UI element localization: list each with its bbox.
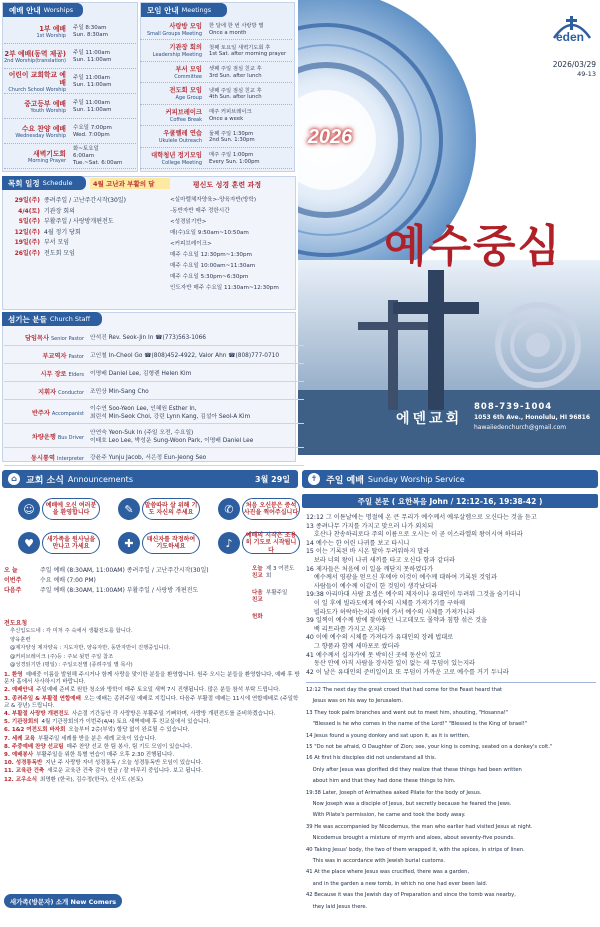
announcement-text: 최명환 (한국), 김수정(한국), 신사도 (본토) xyxy=(40,776,144,783)
verse-korean: 19:38 아리마대 사람 요셉은 예수의 제자이나 유대인이 두려워 그것을 숨기더니 xyxy=(306,591,521,599)
staff-role-en: Conductor xyxy=(58,390,84,396)
worship-name-ko: 어린이 교회학교 예배 xyxy=(8,70,66,87)
schedule-row xyxy=(14,238,144,248)
fellowship-row xyxy=(252,590,298,604)
staff-role-en: Elders xyxy=(68,372,84,378)
staff-role xyxy=(4,408,90,417)
worship-time: 수요일 7:00pm Wed. 7:00pm xyxy=(73,124,112,138)
verse-korean: 사람들이 예수께 이같이 한 것임이 생각났더라 xyxy=(306,582,438,590)
announcement-text: 4월 기관장회의가 이번주(4/4) 토요 새벽예배 후 친교실에서 있습니다. xyxy=(41,719,211,726)
announcement-heading: 부활절 사랑방 개편전도 xyxy=(11,711,69,718)
staff-role-en: Senior Pastor xyxy=(50,336,84,342)
announcement-item xyxy=(4,711,300,718)
meeting-name-ko: 커피브레이크 xyxy=(165,108,202,116)
worship-name xyxy=(4,125,70,139)
duty-text: 수요 예배 (7:00 PM) xyxy=(40,577,96,584)
schedule-date: 5일(주) xyxy=(18,218,40,225)
verse-korean: 40 이에 예수의 시체를 가져다가 유대인의 장례 법대로 xyxy=(306,634,454,642)
announcement-heading: 주중예배 찬양 선교팀 xyxy=(11,743,64,750)
worship-row xyxy=(4,70,136,94)
announcement-tile-icon: ♪ xyxy=(218,532,240,554)
announcement-text: 예배중 이름을 발원해 주시거나 함께 사랑을 맞이한 분들을 환영합니다. 원주 오시는 분들을 환영합니다, 예배 후 방문자 흡에서 사사하시기 바랍니다. xyxy=(4,672,300,686)
announcement-number: 6. xyxy=(4,727,10,734)
request-line: @커피브레이크 (주)등 : 주보 뒷면 주일 참조 xyxy=(10,653,114,660)
church-logo: eden xyxy=(548,8,596,48)
passage-bar: 주일 본문 ( 요한복음 John / 12:12-16, 19:38-42 ) xyxy=(302,494,598,508)
request-line: 양육훈련 xyxy=(10,636,31,643)
church-name: 에덴교회 xyxy=(396,411,463,427)
announcement-tile: 태신자를 작정하여 기도하세요 xyxy=(142,532,200,554)
meeting-name xyxy=(140,23,206,37)
verse-korean: 16 제자들은 처음에 이 일을 깨닫지 못하였다가 xyxy=(306,565,434,573)
verse-korean: 42 이 날은 유대인의 준비일이요 또 무덤이 가까운 고로 예수를 거기 두니라 xyxy=(306,668,509,676)
announcement-text: 오는 예배는 종려주일 예배로 지킵니다. 다음주 부활절 예배는 11시에 연합예배로 (주일학교 & 장년) 드립니다. xyxy=(4,695,299,709)
requests-title: 전도요청 xyxy=(4,620,28,627)
church-icon: ⌂ xyxy=(8,473,20,485)
meeting-row xyxy=(140,85,292,105)
staff-names: 안석진 Rev. Seok-Jin In ☎(773)563-1066 xyxy=(90,334,206,341)
meeting-name-en: Small Groups Meeting xyxy=(146,30,202,37)
verse-english: Jesus was on his way to Jerusalem. xyxy=(306,698,403,705)
schedule-date: 19일(주) xyxy=(14,239,40,246)
announcement-heading: 예배봉사 xyxy=(11,752,34,759)
verse-english: 42 Because it was the Jewish day of Preparation and since the tomb was nearby, xyxy=(306,892,516,899)
verse-korean: 그 향품과 함께 세마포로 쌌더라 xyxy=(306,643,400,650)
meeting-row xyxy=(140,63,292,83)
meeting-row xyxy=(140,42,292,62)
lay-training-line: 매(수)요일 9:50am~10:50am xyxy=(170,230,249,236)
meeting-name-ko: 전도회 모임 xyxy=(169,87,202,94)
announcement-tile-icon: ☺ xyxy=(18,498,40,520)
announcement-tile: 예배에 오신 여러분을 환영합니다 xyxy=(42,498,100,520)
meeting-name xyxy=(140,109,206,123)
meeting-row xyxy=(140,128,292,148)
verse-korean: 12:12 그 이튿날에는 명절에 온 큰 무리가 예수께서 예루살렘으로 오신다는 것을 듣고 xyxy=(306,514,537,521)
worship-name xyxy=(4,25,70,39)
duty-label: 다음주 xyxy=(4,587,22,594)
announcement-item xyxy=(4,696,300,710)
announcement-number: 3. xyxy=(4,695,10,702)
church-address: 1053 6th Ave., Honolulu, HI 96816 xyxy=(474,414,591,421)
announcement-item xyxy=(4,736,300,743)
announcement-heading: 세례 교육 xyxy=(11,735,36,742)
worship-row xyxy=(4,20,136,44)
announcement-text: 사순절 기간동안 각 사랑방은 부활주일 기뻐하며, 사랑방 개편전도를 준비하겠습니다. xyxy=(71,711,276,718)
staff-names: 고인철 In-Cheol Go ☎(808)452-4922, Valor Ahn ☎(808)777-0710 xyxy=(90,352,280,359)
staff-row xyxy=(4,402,304,424)
announcement-item xyxy=(4,777,300,784)
verse-english: 14 Jesus found a young donkey and sat upon it, as it is written, xyxy=(306,732,470,739)
lay-training-line: 매주 수요일 5:30pm~6:30pm xyxy=(170,274,249,280)
worship-header: 예배 안내 Worships xyxy=(3,3,83,17)
meeting-time: 첫째 토요일 새벽기도회 후 1st Sat. after morning prayer xyxy=(209,44,287,57)
announcement-number: 8. xyxy=(4,743,10,750)
meeting-name-ko: 사랑방 모임 xyxy=(169,22,202,30)
worship-time: 주일 11:00am Sun. 11:00am xyxy=(73,49,112,63)
staff-names: 이명배 Daniel Lee, 김형렌 Helen Kim xyxy=(90,370,192,377)
meeting-name xyxy=(140,44,206,58)
announcement-tile-icon: ✆ xyxy=(218,498,240,520)
verse-english: 16 At first his disciples did not understand all this. xyxy=(306,755,437,762)
worship-name xyxy=(4,71,70,93)
staff-row xyxy=(4,450,304,466)
schedule-event: 전도회 모임 xyxy=(44,249,75,257)
meeting-name xyxy=(140,87,206,101)
verse-korean: 14 예수는 한 어린 나귀를 보고 타시니 xyxy=(306,539,410,547)
verse-korean: 예수께서 영광을 얻으신 후에야 이것이 예수께 대하여 기록된 것임과 xyxy=(306,574,497,582)
verse-korean: 39 일찍이 예수께 밤에 찾아왔던 니고데모도 몰약과 침향 섞은 것을 xyxy=(306,617,487,625)
worship-name-en: Youth Worship xyxy=(30,107,66,114)
verse-korean: 13 종려나무 가지를 가지고 맞으러 나가 외치되 xyxy=(306,522,434,530)
meeting-name-ko: 기관장 회의 xyxy=(169,44,202,51)
cross-icon: ✝ xyxy=(308,473,320,485)
schedule-row xyxy=(14,249,144,259)
verse-korean: 호산나 찬송하리로다 주의 이름으로 오시는 이 곧 이스라엘의 왕이시여 하더라 xyxy=(306,531,523,539)
staff-role-en: Bus Driver xyxy=(57,435,84,441)
announcement-text: 부활주일 세례를 받을 분은 세례 교육이 있습니다. xyxy=(38,735,157,742)
announcement-item xyxy=(4,752,300,759)
meeting-name-en: Coffee Break xyxy=(169,116,202,123)
staff-role-ko: 동시통역 xyxy=(31,455,55,462)
duty-row xyxy=(4,576,250,585)
meeting-name-en: College Meeting xyxy=(161,159,202,166)
schedule-row xyxy=(14,217,144,227)
staff-names: 안연숙 Yeon-Suk In (주일 오전, 수요일) 이태호 Leo Lee, 박성운 Sung-Woon Park, 이명배 Daniel Lee xyxy=(90,429,254,444)
duty-label: 이번주 xyxy=(4,577,22,584)
announcement-text: 주일예배 준비로 원한 청소와 방학이 매주 토요일 새벽 7시 진행됩니다. 많은 분들 참석 부탁 드립니다. xyxy=(36,687,281,694)
staff-role-en: Accompanist xyxy=(51,411,84,417)
staff-role xyxy=(4,387,90,396)
request-line: @제자양성 제자양육 : 지도자반, 양육자반, 동반자반이 진행중입니다. xyxy=(10,645,171,652)
fellowship-text: 부활주일 xyxy=(266,590,288,596)
meeting-name-en: Ukulele Outreach xyxy=(158,138,202,144)
lay-training-title: 평신도 성경 훈련 과정 xyxy=(192,181,262,189)
verse-english: about him and that they had done these things to him. xyxy=(306,778,456,785)
verse-korean: 이 일 후에 빌라도에게 예수의 시체를 가져가기를 구하매 xyxy=(306,600,466,607)
schedule-subtitle: 4월 고난과 부활의 달 xyxy=(90,178,170,189)
worship-name-ko: 중고등부 예배 xyxy=(24,99,66,108)
duty-text: 주일 예배 (8:30AM, 11:00AM) 종려주일 / 고난주간시작(30일) xyxy=(40,567,209,574)
meeting-row xyxy=(140,149,292,169)
bulletin-date: 2026/03/29 xyxy=(552,60,596,69)
verse-korean: 41 예수께서 십자가에 못 박히신 곳에 동산이 있고 xyxy=(306,651,442,659)
staff-row xyxy=(4,384,304,400)
announcement-heading: 예배안내 xyxy=(11,687,34,694)
schedule-date: 29일(주) xyxy=(14,197,40,204)
announcement-number: 4. xyxy=(4,711,10,718)
worship-time: 주일 11:00am Sun. 11:00am xyxy=(73,74,112,88)
staff-role xyxy=(4,333,90,342)
worship-name-ko: 새벽기도회 xyxy=(33,149,66,158)
verse-english: This was in accordance with Jewish burial customs. xyxy=(306,858,446,864)
announcement-text: 매주 찬양 선교 한 팀 봉사, 팀 기도 모임이 있습니다. xyxy=(66,743,193,750)
announcement-tile: 새가족을 원사님을 만나고 가세요 xyxy=(42,532,100,554)
staff-role-en: Pastor xyxy=(68,354,84,360)
verse-english: they laid Jesus there. xyxy=(306,903,368,910)
staff-role xyxy=(4,351,90,360)
worship-name xyxy=(4,50,70,64)
meeting-time: 둘째 주일 1:30pm 2nd Sun. 1:30pm xyxy=(209,130,255,143)
announcement-heading: 종려주일 & 부활절 연합예배 xyxy=(11,695,81,702)
meeting-row xyxy=(140,106,292,126)
staff-names: 강윤주 Yunju Jacob, 서은정 Eun-Jeong Seo xyxy=(90,454,207,461)
verse-english: Nicodemus brought a mixture of myrrh and aloes, about seventy-five pounds. xyxy=(306,835,515,842)
announcement-item xyxy=(4,760,300,767)
announcement-number: 7. xyxy=(4,735,10,742)
schedule-date: 4/4(토) xyxy=(18,207,40,215)
staff-row xyxy=(4,366,304,382)
worship-name-ko: 2부 예배(동역 제공) xyxy=(4,49,66,58)
verse-english: 19:38 Later, Joseph of Arimathea asked Pilate for the body of Jesus. xyxy=(306,789,482,796)
announcement-heading: 1&2 여전도회 바자회 xyxy=(11,727,66,734)
meeting-name-en: Committee xyxy=(174,73,202,80)
announcements-header: ⌂ 교회 소식 Announcements 3월 29일 xyxy=(2,470,298,488)
announcement-item xyxy=(4,727,300,734)
staff-role xyxy=(4,453,90,462)
lay-training-line: <성경읽기반> xyxy=(170,219,207,225)
verse-korean: 동산 안에 아직 사람을 장사한 일이 없는 새 무덤이 있는지라 xyxy=(306,660,476,668)
announcement-heading: 기관장회의 xyxy=(11,719,39,726)
staff-role-ko: 부교역자 xyxy=(42,353,67,360)
schedule-row xyxy=(14,196,144,206)
schedule-header: 목회 일정 Schedule xyxy=(2,176,86,190)
worship-time: 화~토요일 6:00am Tue.~Sat. 6:00am xyxy=(73,146,123,166)
announcement-heading: 교우소식 xyxy=(15,776,38,783)
meeting-time: 매주 주일 1:00pm Every Sun. 1:00pm xyxy=(209,152,260,165)
schedule-date: 26일(주) xyxy=(14,249,40,257)
staff-names: 조민상 Min-Sang Cho xyxy=(90,388,149,395)
fellowship-text: 제 3 여전도회 xyxy=(266,566,295,579)
announcement-number: 11. xyxy=(4,768,14,775)
lay-training-line: 매주 수요일 12:30pm~1:30pm xyxy=(170,252,252,258)
cover-title: 예수중심 xyxy=(384,221,563,272)
verse-english: 40 Taking Jesus' body, the two of them wrapped it, with the spices, in strips of linen. xyxy=(306,846,525,853)
announcement-number: 2. xyxy=(4,687,10,694)
request-line: 추신입도드네 : 각 미처 주 숙에서 생활전도를 합니다. xyxy=(10,628,133,634)
meeting-name-en: Age Group xyxy=(175,95,202,101)
announcement-tile-icon: ✚ xyxy=(118,532,140,554)
worship-row xyxy=(4,120,136,144)
announcement-tile: 처음 오신분은 증석사진을 찍어주십니다 xyxy=(242,498,300,520)
schedule-row xyxy=(14,207,144,217)
verse-english: Now Joseph was a disciple of Jesus, but secretly because he feared the Jews. xyxy=(306,801,512,807)
fellowship-row xyxy=(252,614,298,621)
announcement-text: 오늘부터 2층(부엌) 할당 없이 완료될 수 있습니다. xyxy=(68,727,190,734)
duty-label: 오 늘 xyxy=(4,567,18,574)
announcement-number: 1. xyxy=(4,672,10,678)
announcement-number: 5. xyxy=(4,719,10,726)
meeting-name xyxy=(140,66,206,80)
year-badge: 2026 xyxy=(307,125,353,148)
meeting-name xyxy=(140,130,206,144)
meeting-time: 셋째 주일 점심 친교 후 3rd Sun. after lunch xyxy=(209,66,262,79)
lay-training-line: -동반자반 매주 정한시간 xyxy=(170,208,230,214)
staff-names: 이수연 Soo-Yeon Lee, 인혜원 Esther In, 최린석 Min-Seok Choi, 강린 Lynn Kang, 김설아 Seol-A Kim xyxy=(90,405,251,420)
schedule-event: 부활주일 / 사랑방개편전도 xyxy=(44,218,114,225)
announcement-number: 9. xyxy=(4,752,10,759)
announcement-item xyxy=(4,768,300,775)
announcement-tile-icon: ✎ xyxy=(118,498,140,520)
scripture-divider xyxy=(306,682,596,683)
fellowship-text xyxy=(266,614,298,621)
duty-row xyxy=(4,586,250,595)
request-line: @성경읽기반 (평일) : 주일오전별 (종려주일 별 목사) xyxy=(10,662,133,669)
worship-name-en: 2nd Worship(translation) xyxy=(4,57,67,64)
meetings-header: 모임 안내 Meetings xyxy=(141,3,227,17)
fellowship-label: 오늘 친교 xyxy=(252,566,263,579)
meeting-name-ko: 부서 모임 xyxy=(175,65,202,73)
church-phone: 808-739-1004 xyxy=(474,402,553,412)
announcement-heading: 환영 xyxy=(11,672,23,678)
fellowship-label: 헌화 xyxy=(252,614,263,620)
staff-role-en: Interpreter xyxy=(56,456,84,462)
announcement-heading: 교육관 건축 xyxy=(15,768,45,775)
staff-role-ko: 담임목사 xyxy=(25,335,49,342)
staff-row xyxy=(4,426,304,448)
duty-row xyxy=(4,566,250,575)
worship-name-en: Church School Worship xyxy=(8,86,66,93)
staff-role xyxy=(4,432,90,441)
meeting-name-en: Leadership Meeting xyxy=(152,52,202,58)
worship-time: 주일 8:30am Sun. 8:30am xyxy=(73,24,109,38)
meeting-time: 넷째 주일 점심 친교 후 4th Sun. after lunch xyxy=(209,87,262,100)
worship-row xyxy=(4,45,136,69)
staff-row xyxy=(4,348,304,364)
meeting-name-ko: 우쿨렐레 연습 xyxy=(163,130,202,137)
lay-training-line: 매주 수요일 10:00am~11:30am xyxy=(170,263,256,269)
lay-training-line: 인도자반 매주 수요일 11:30am~12:30pm xyxy=(170,285,279,291)
verse-english: and in the garden a new tomb, in which no one had ever been laid. xyxy=(306,880,488,887)
announcement-item xyxy=(4,719,300,726)
duty-text: 주일 예배 (8:30AM, 11:00AM) 부활주일 / 사랑방 개편전도 xyxy=(40,587,199,594)
schedule-event: 4월 정기 당회 xyxy=(44,228,81,236)
announcement-number: 10. xyxy=(4,760,14,767)
meeting-row xyxy=(140,20,292,40)
worship-name xyxy=(4,100,70,114)
announcement-tile: 말씀따라 살 위해 기도 자신의 주세요 xyxy=(142,498,200,520)
service-header: ✝ 주일 예배 Sunday Worship Service xyxy=(302,470,598,488)
announcement-text: 부활주일을 위한 특별 연습이 매주 오후 2:30 진행됩니다. xyxy=(36,752,175,759)
worship-name xyxy=(4,150,70,164)
new-comers-bar: 새가족(방문자) 소개 New Comers xyxy=(4,894,122,908)
meeting-time: 매주 커피브레이크 Once a week xyxy=(209,109,252,122)
lay-training-line: <실마렐체자양육>-양육자반(방학) xyxy=(170,197,257,203)
worship-name-ko: 1부 예배 xyxy=(39,24,66,33)
church-email: hawaiiedenchurch@gmail.com xyxy=(474,424,567,431)
staff-row xyxy=(4,330,304,346)
announcement-item xyxy=(4,744,300,751)
announcement-number: 12. xyxy=(4,776,14,783)
verse-english: 41 At the place where Jesus was crucified, there was a garden, xyxy=(306,869,470,876)
verse-english: 12:12 The next day the great crowd that had come for the Feast heard that xyxy=(306,687,503,693)
verse-korean: 보라 너의 왕이 나귀 새끼를 타고 오신다 함과 같더라 xyxy=(306,557,456,564)
verse-english: With Pilate's permission, he came and took the body away. xyxy=(306,812,466,819)
staff-role-ko: 차량운행 xyxy=(31,434,56,441)
schedule-row xyxy=(14,228,144,238)
verse-english: Only after Jesus was glorified did they realize that these things had been written xyxy=(306,766,522,773)
worship-name-ko: 수요 찬양 예배 xyxy=(21,124,66,133)
announcement-heading: 성경통독반 xyxy=(15,760,43,767)
staff-role-ko: 지휘자 xyxy=(38,389,57,396)
schedule-event: 부서 모임 xyxy=(44,239,70,246)
announcement-text: 새로운 교육관 건축 감사 헌금 / 잘 마무리 중입니다. 보고 됩니다. xyxy=(47,768,203,775)
announcement-tile: 예배의 시작은 조용히 기도로 시작됩니다 xyxy=(242,532,300,554)
announcement-item xyxy=(4,672,300,686)
lay-training-line: <커피브레이크> xyxy=(170,241,212,247)
meeting-time: 한 달에 한 번 사랑방 별 Once a month xyxy=(209,23,264,36)
staff-role xyxy=(4,369,90,378)
worship-time: 주일 11:00am Sun. 11:00am xyxy=(73,99,112,113)
verse-korean: 백 리트라쯤 가지고 온지라 xyxy=(306,625,386,633)
worship-name-en: 1st Worship xyxy=(36,32,66,39)
worship-name-en: Wednesday Worship xyxy=(15,132,66,139)
verse-english: "Blessed is he who comes in the name of the Lord!" "Blessed is the King of Israel!" xyxy=(306,721,528,728)
verse-english: 15 "Do not be afraid, O Daughter of Zion; see, your king is coming, seated on a donkey's colt." xyxy=(306,744,553,750)
schedule-date: 12일(주) xyxy=(14,228,40,236)
worship-row xyxy=(4,145,136,169)
verse-korean: 15 이는 기록된 바 시온 딸아 두려워하지 말라 xyxy=(306,548,430,556)
announcement-tile-icon: ♥ xyxy=(18,532,40,554)
staff-role-ko: 시무 장로 xyxy=(40,371,67,378)
worship-row xyxy=(4,95,136,119)
announcement-text: 지난 주 사랑방 자녀 성경통독 / 오늘 성경통독반 모임이 있습니다. xyxy=(45,760,203,767)
schedule-event: 종려주일 / 고난주간시작(30일) xyxy=(44,197,126,204)
staff-header: 섬기는 분들 Church Staff xyxy=(2,312,102,326)
staff-role-ko: 반주자 xyxy=(31,410,50,417)
verse-english: 39 He was accompanied by Nicodemus, the man who earlier had visited Jesus at night. xyxy=(306,823,533,830)
fellowship-row xyxy=(252,566,298,580)
schedule-event: 기관장 회의 xyxy=(44,207,75,215)
issue-number: 49-13 xyxy=(577,70,596,78)
meeting-name xyxy=(140,152,206,166)
verse-korean: 빌라도가 허락하는지라 이에 가서 예수의 시체를 가져가니라 xyxy=(306,608,476,616)
announcement-item xyxy=(4,687,300,694)
worship-name-en: Morning Prayer xyxy=(28,157,66,164)
verse-english: 13 They took palm branches and went out to meet him, shouting, "Hosanna!" xyxy=(306,709,509,716)
meeting-name-ko: 대학청년 정기모임 xyxy=(151,151,202,159)
fellowship-label: 다음 친교 xyxy=(252,590,263,603)
